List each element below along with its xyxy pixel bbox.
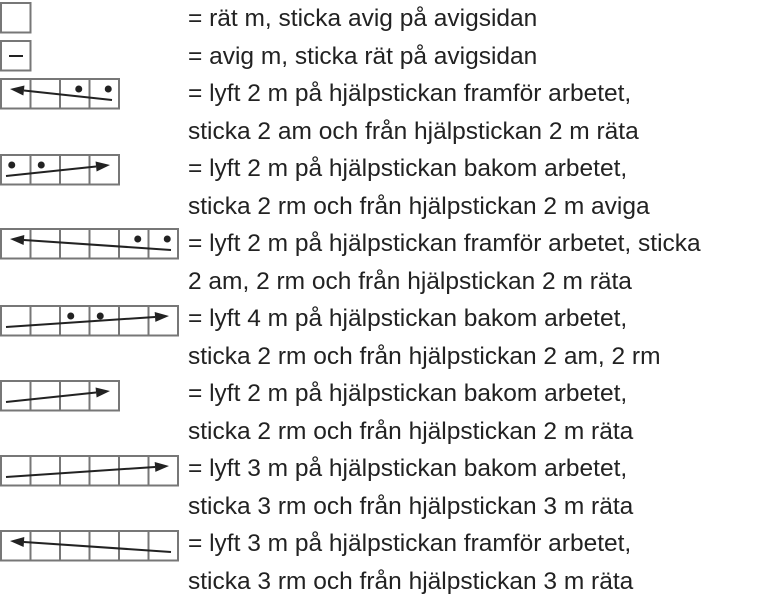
symbol-purl <box>0 40 32 72</box>
legend-description <box>188 300 660 375</box>
symbol-cable-left <box>0 530 179 562</box>
description-line: sticka 3 rm och från hjälpstickan 3 m räta <box>188 567 634 595</box>
dot-mark <box>97 313 104 320</box>
description-line: sticka 2 rm och från hjälpstickan 2 m aviga <box>188 192 650 220</box>
chart-cell <box>1 229 31 259</box>
legend-description <box>188 75 639 150</box>
chart-cell <box>31 306 61 336</box>
dot-mark <box>67 313 74 320</box>
dot-mark <box>75 86 82 93</box>
chart-cell <box>31 155 61 185</box>
description-line: = lyft 2 m på hjälpstickan bakom arbetet, <box>188 155 628 182</box>
description-line: = lyft 2 m på hjälpstickan framför arbetet, sticka <box>188 230 701 257</box>
description-line: = lyft 2 m på hjälpstickan framför arbetet, <box>188 80 632 107</box>
description-line: = lyft 3 m på hjälpstickan bakom arbetet, <box>188 455 628 482</box>
legend-description <box>188 150 650 225</box>
dot-mark <box>105 86 112 93</box>
dot-mark <box>164 236 171 243</box>
chart-cell <box>149 456 179 486</box>
legend-description <box>188 225 701 300</box>
chart-cell <box>119 306 149 336</box>
chart-cell <box>149 306 179 336</box>
chart-cell <box>149 229 179 259</box>
legend-description <box>188 525 633 600</box>
description-line: sticka 2 rm och från hjälpstickan 2 m räta <box>188 417 634 445</box>
chart-cell <box>1 155 31 185</box>
description-line: = lyft 3 m på hjälpstickan framför arbetet, <box>188 530 632 557</box>
symbol-cable-left <box>0 228 179 260</box>
chart-cell <box>119 456 149 486</box>
description-line: sticka 2 am och från hjälpstickan 2 m räta <box>188 117 639 145</box>
chart-cell <box>90 79 120 109</box>
chart-cell <box>60 79 90 109</box>
symbol-cable-right <box>0 154 120 186</box>
dot-mark <box>8 162 15 169</box>
chart-cell <box>31 456 61 486</box>
symbol-cable-right <box>0 305 179 337</box>
chart-cell <box>1 381 31 411</box>
description-line: = lyft 2 m på hjälpstickan bakom arbetet, <box>188 380 628 407</box>
chart-cell <box>1 306 31 336</box>
description-line: = avig m, sticka rät på avigsidan <box>188 43 538 70</box>
legend-description <box>188 450 633 525</box>
legend-description <box>188 375 633 450</box>
symbol-cable-left <box>0 78 120 110</box>
chart-cell <box>119 531 149 561</box>
dot-mark <box>38 162 45 169</box>
description-line: 2 am, 2 rm och från hjälpstickan 2 m räta <box>188 267 632 295</box>
chart-cell <box>31 229 61 259</box>
description-line: = rät m, sticka avig på avigsidan <box>188 5 538 32</box>
symbol-cable-right <box>0 455 179 487</box>
chart-cell <box>119 229 149 259</box>
chart-cell <box>90 155 120 185</box>
symbol-knit <box>0 2 32 34</box>
description-line: sticka 3 rm och från hjälpstickan 3 m räta <box>188 492 634 520</box>
legend-description <box>188 0 537 38</box>
chart-cell <box>149 531 179 561</box>
dot-mark <box>134 236 141 243</box>
chart-cell <box>90 381 120 411</box>
chart-cell <box>31 381 61 411</box>
symbol-cable-right <box>0 380 120 412</box>
chart-cell <box>1 456 31 486</box>
chart-cell <box>1 531 31 561</box>
description-line: sticka 2 rm och från hjälpstickan 2 am, 2 rm <box>188 342 661 370</box>
chart-cell <box>31 531 61 561</box>
chart-cell <box>1 79 31 109</box>
description-line: = lyft 4 m på hjälpstickan bakom arbetet, <box>188 305 628 332</box>
chart-cell <box>1 3 31 33</box>
legend-description <box>188 38 537 76</box>
